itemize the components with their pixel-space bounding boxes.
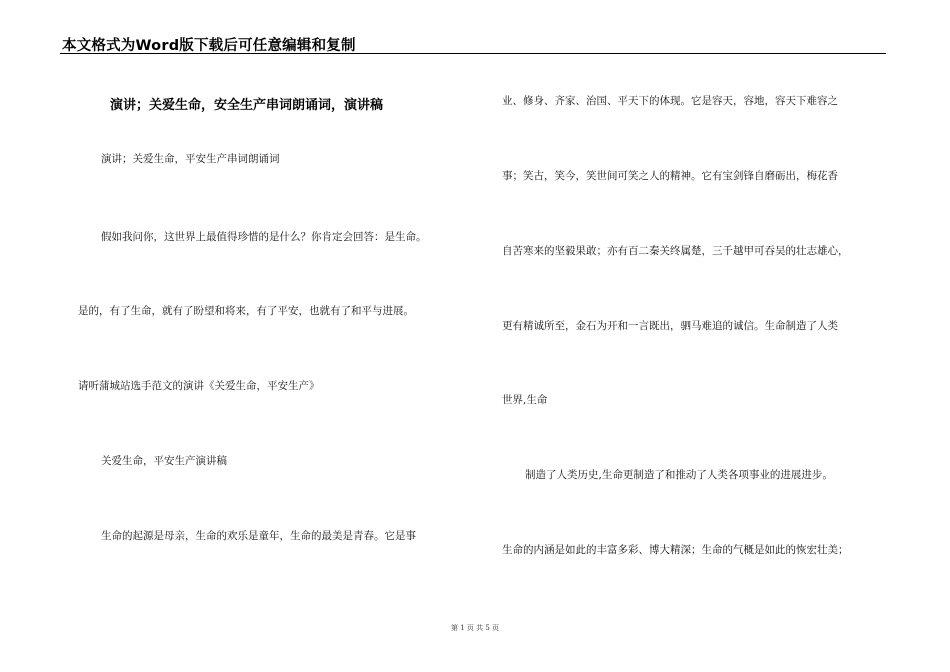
paragraph-line: 是的，有了生命，就有了盼望和将来，有了平安，也就有了和平与进展。 (78, 305, 414, 317)
document-header: 本文格式为Word版下载后可任意编辑和复制 (62, 38, 356, 54)
paragraph-line: 请听蒲城站选手范文的演讲《关爱生命，平安生产》 (78, 380, 320, 392)
paragraph-line: 事；笑古，笑今，笑世间可笑之人的精神。它有宝剑锋自磨砺出，梅花香 (502, 170, 838, 182)
paragraph-line: 自苦寒来的坚毅果敢；亦有百二秦关终属楚，三千越甲可吞吴的壮志雄心， (502, 245, 849, 257)
paragraph-line: 制造了人类历史,生命更制造了和推动了人类各项事业的进展进步。 (525, 469, 833, 481)
paragraph-line: 生命的起源是母亲，生命的欢乐是童年，生命的最美是青春。它是事 (101, 530, 416, 542)
paragraph-line: 世界,生命 (502, 394, 548, 406)
document-title: 演讲；关爱生命，安全生产串词朗诵词，演讲稿 (110, 98, 384, 113)
header-divider (60, 53, 886, 54)
paragraph-line: 业、修身、齐家、治国、平天下的体现。它是容天，容地，容天下难容之 (502, 95, 838, 107)
paragraph-line: 关爱生命，平安生产演讲稿 (101, 455, 227, 467)
paragraph-line: 更有精诚所至，金石为开和一言既出，驷马难追的诚信。生命制造了人类 (502, 320, 838, 332)
paragraph-line: 生命的内涵是如此的丰富多彩、博大精深；生命的气概是如此的恢宏壮美； (502, 544, 849, 556)
paragraph-line: 演讲；关爱生命，平安生产串词朗诵词 (101, 153, 280, 165)
page-number: 第 1 页 共 5 页 (450, 624, 500, 632)
paragraph-line: 假如我问你，这世界上最值得珍惜的是什么？你肯定会回答：是生命。 (101, 231, 427, 243)
